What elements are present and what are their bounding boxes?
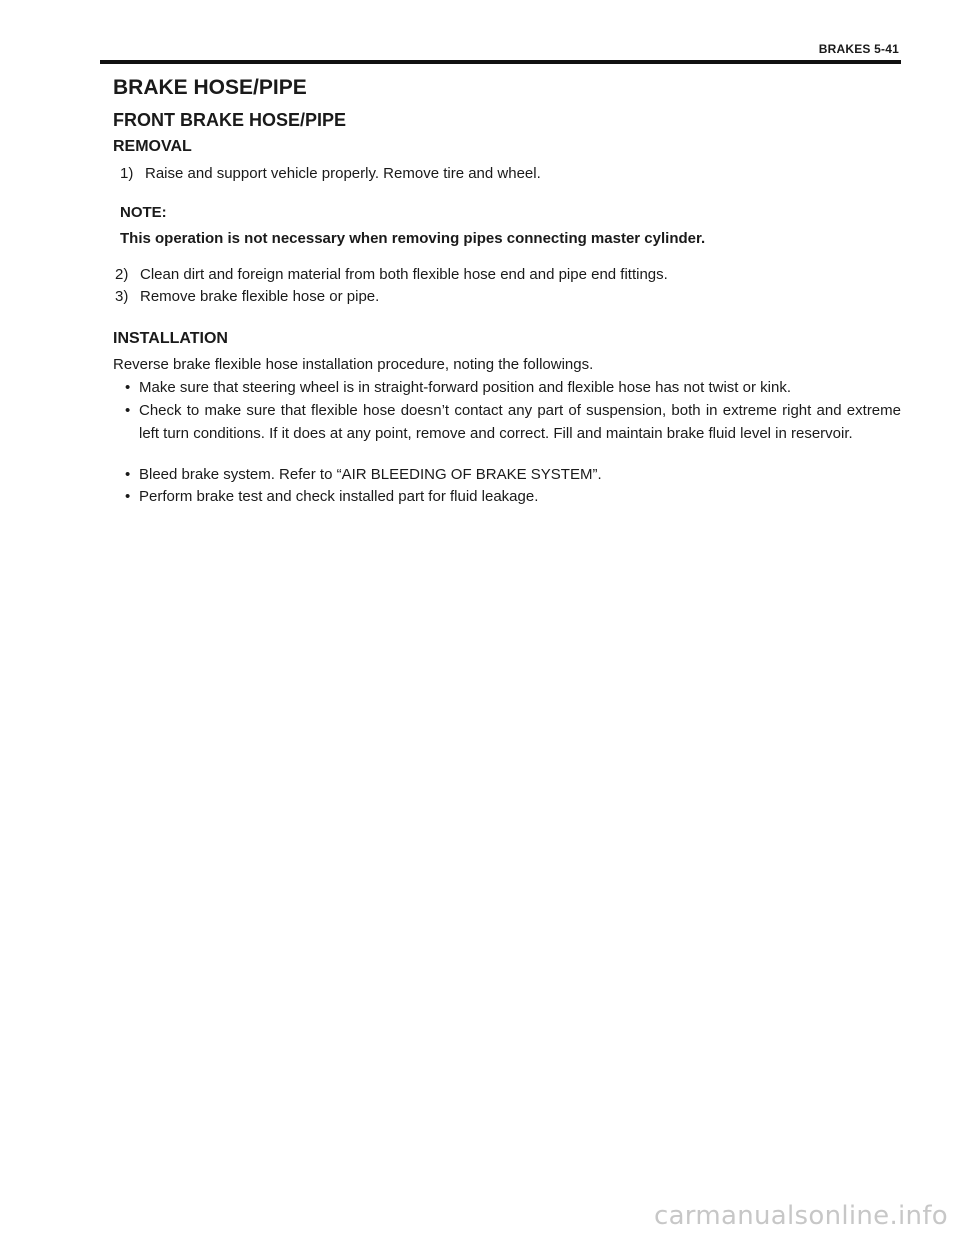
page-reference: BRAKES 5-41 bbox=[818, 42, 899, 56]
section-title: FRONT BRAKE HOSE/PIPE bbox=[113, 110, 347, 130]
list-item-text: Perform brake test and check installed part for fluid leakage. bbox=[139, 488, 539, 505]
bullet-icon: • bbox=[125, 379, 131, 396]
list-item bbox=[125, 376, 901, 399]
page-header bbox=[100, 40, 901, 64]
removal-heading: REMOVAL bbox=[113, 138, 192, 155]
step-text: Remove brake flexible hose or pipe. bbox=[140, 288, 380, 305]
note-text: This operation is not necessary when removing pipes connecting master cylinder. bbox=[120, 230, 706, 247]
list-item-text: Check to make sure that flexible hose doesn’t contact any part of suspension, both in extreme right and extreme left turn conditions. If it does at any point, remove and correct. Fill and maintain brake fluid level in reservoir. bbox=[139, 402, 901, 442]
step-number: 3) bbox=[115, 288, 129, 305]
page-title: BRAKE HOSE/PIPE bbox=[113, 76, 307, 99]
list-item bbox=[125, 485, 901, 508]
removal-step-1 bbox=[120, 163, 541, 185]
installation-intro: Reverse brake flexible hose installation procedure, noting the followings. bbox=[113, 356, 594, 373]
installation-heading: INSTALLATION bbox=[113, 330, 228, 347]
note-label: NOTE: bbox=[120, 204, 167, 221]
list-item bbox=[125, 463, 901, 486]
step-text: Raise and support vehicle properly. Remove tire and wheel. bbox=[145, 165, 541, 182]
bullet-icon: • bbox=[125, 402, 131, 419]
list-item-text: Make sure that steering wheel is in straight-forward position and flexible hose has not twist or kink. bbox=[139, 379, 791, 396]
step-number: 2) bbox=[115, 266, 129, 283]
list-item bbox=[125, 399, 901, 445]
list-item-text: Bleed brake system. Refer to “AIR BLEEDING OF BRAKE SYSTEM”. bbox=[139, 466, 602, 483]
step-text: Clean dirt and foreign material from both flexible hose end and pipe end fittings. bbox=[140, 266, 668, 283]
removal-step-2 bbox=[115, 264, 668, 286]
step-number: 1) bbox=[120, 165, 134, 182]
watermark: carmanualsonline.info bbox=[653, 1201, 948, 1231]
bullet-icon: • bbox=[125, 466, 131, 483]
removal-step-3 bbox=[115, 286, 379, 308]
bullet-icon: • bbox=[125, 488, 131, 505]
